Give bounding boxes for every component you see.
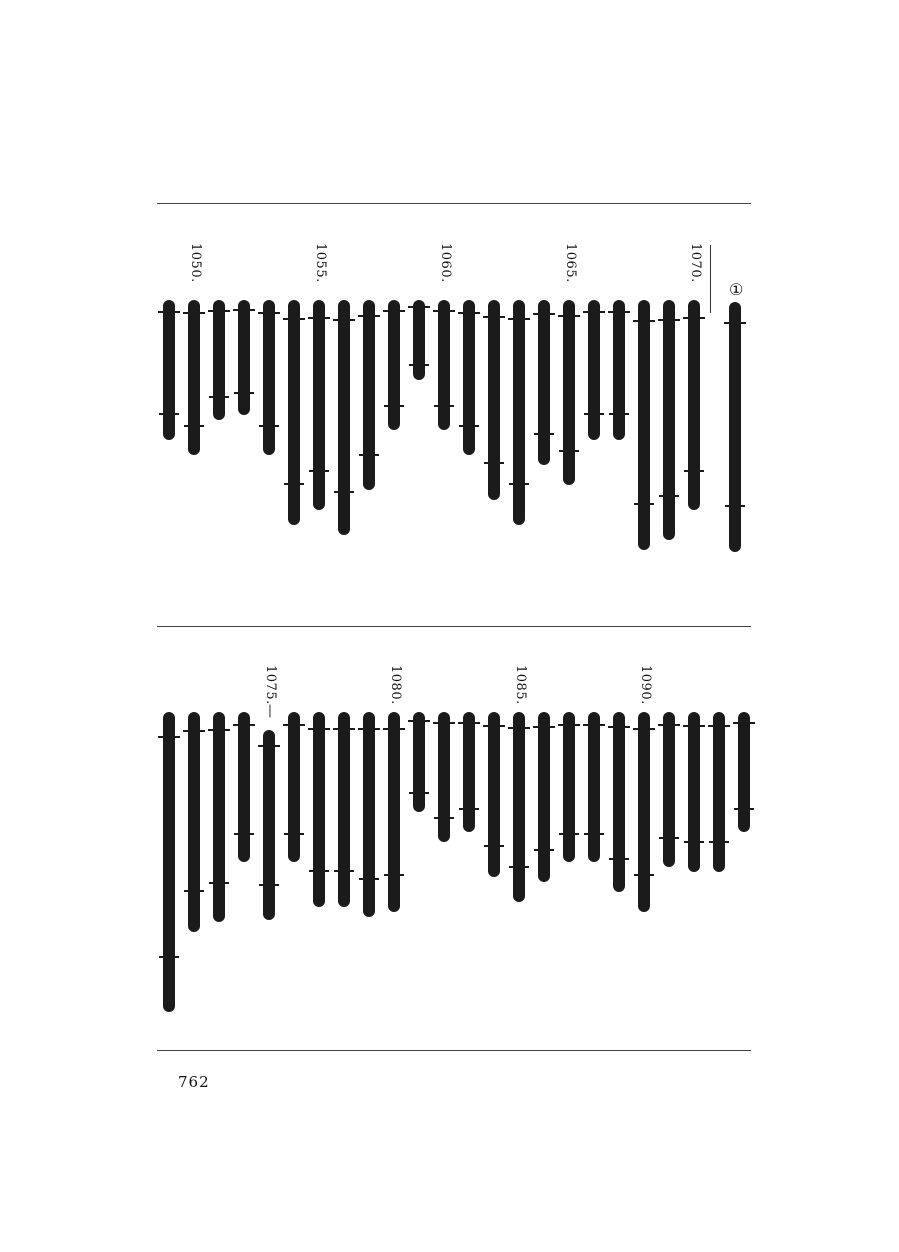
- line-number: 1055.: [313, 243, 328, 283]
- page-number: 762: [178, 1073, 210, 1091]
- line-number: 1050.: [188, 243, 203, 283]
- mongolian-script-text: [729, 302, 741, 552]
- line-number: 1090.: [638, 665, 653, 705]
- line-number: 1085.: [513, 665, 528, 705]
- top-rule: [157, 203, 751, 204]
- line-number: 1070.: [688, 243, 703, 283]
- dash-mark: —: [262, 704, 278, 718]
- footnote-separator: [710, 245, 711, 313]
- line-number: 1060.: [438, 243, 453, 283]
- line-number: 1065.: [563, 243, 578, 283]
- bottom-rule: [157, 1050, 751, 1051]
- footnote-marker: ①: [729, 280, 744, 299]
- line-number: 1080.: [388, 665, 403, 705]
- line-number: 1075.: [263, 665, 278, 705]
- middle-rule: [157, 626, 751, 627]
